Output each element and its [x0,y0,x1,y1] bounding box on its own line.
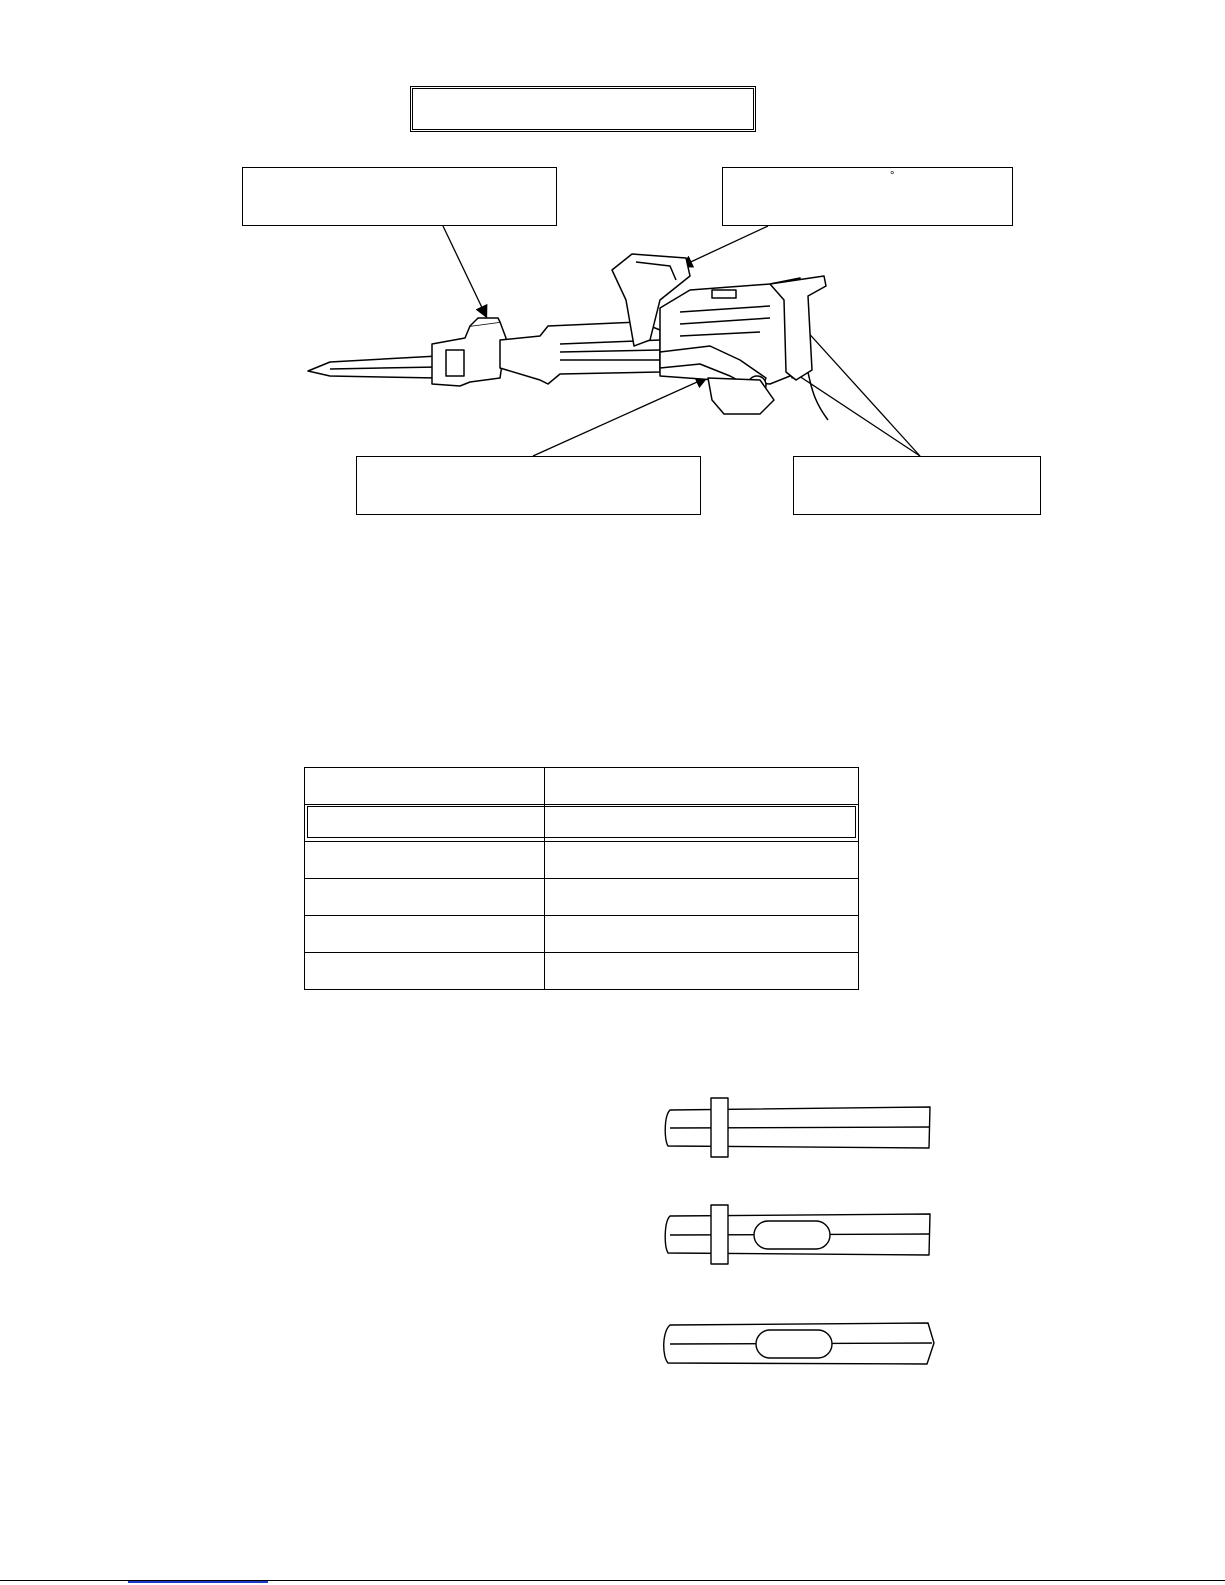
shank-collar-slot-icon [665,1205,930,1264]
footer-link-underline[interactable] [128,1581,268,1583]
shank-collar-icon [665,1098,930,1157]
degree-mark: ° [890,170,895,182]
hex-shank-slot-icon [664,1323,934,1364]
